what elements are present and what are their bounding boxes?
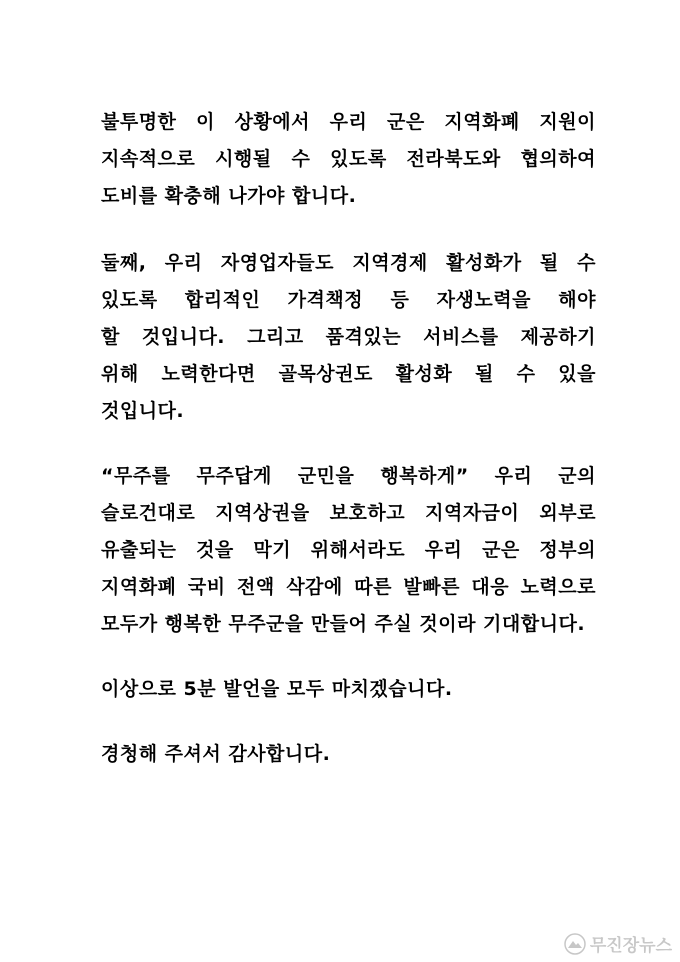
text-line: 지속적으로 시행될 수 있도록 전라북도와 협의하여 xyxy=(101,148,596,170)
paragraph xyxy=(101,736,596,773)
text-line: 둘째, 우리 자영업자들도 지역경제 활성화가 될 수 xyxy=(101,252,596,274)
text-line: 것입니다. xyxy=(101,400,185,422)
text-line: 경청해 주셔서 감사합니다. xyxy=(101,743,331,765)
paragraph xyxy=(101,671,596,708)
text-line: “무주를 무주답게 군민을 행복하게” 우리 군의 xyxy=(101,465,596,487)
text-line: 도비를 확충해 나가야 합니다. xyxy=(101,185,357,207)
watermark xyxy=(564,931,672,956)
paragraph xyxy=(101,245,596,430)
paragraph xyxy=(101,458,596,643)
text-line: 유출되는 것을 막기 위해서라도 우리 군은 정부의 xyxy=(101,539,596,561)
watermark-text: 무진장뉴스 xyxy=(589,936,672,956)
text-line: 할 것입니다. 그리고 품격있는 서비스를 제공하기 xyxy=(101,326,596,348)
paragraph xyxy=(101,104,596,215)
text-line: 지역화폐 국비 전액 삭감에 따른 발빠른 대응 노력으로 xyxy=(101,576,596,598)
text-line: 불투명한 이 상황에서 우리 군은 지역화폐 지원이 xyxy=(101,111,596,133)
text-line: 있도록 합리적인 가격책정 등 자생노력을 해야 xyxy=(101,289,596,311)
text-line: 위해 노력한다면 골목상권도 활성화 될 수 있을 xyxy=(101,363,596,385)
text-line: 이상으로 5분 발언을 모두 마치겠습니다. xyxy=(101,678,453,700)
text-line: 모두가 행복한 무주군을 만들어 주실 것이라 기대합니다. xyxy=(101,613,586,635)
document-body xyxy=(101,104,596,801)
text-line: 슬로건대로 지역상권을 보호하고 지역자금이 외부로 xyxy=(101,502,596,524)
mountain-logo-icon xyxy=(564,933,586,955)
